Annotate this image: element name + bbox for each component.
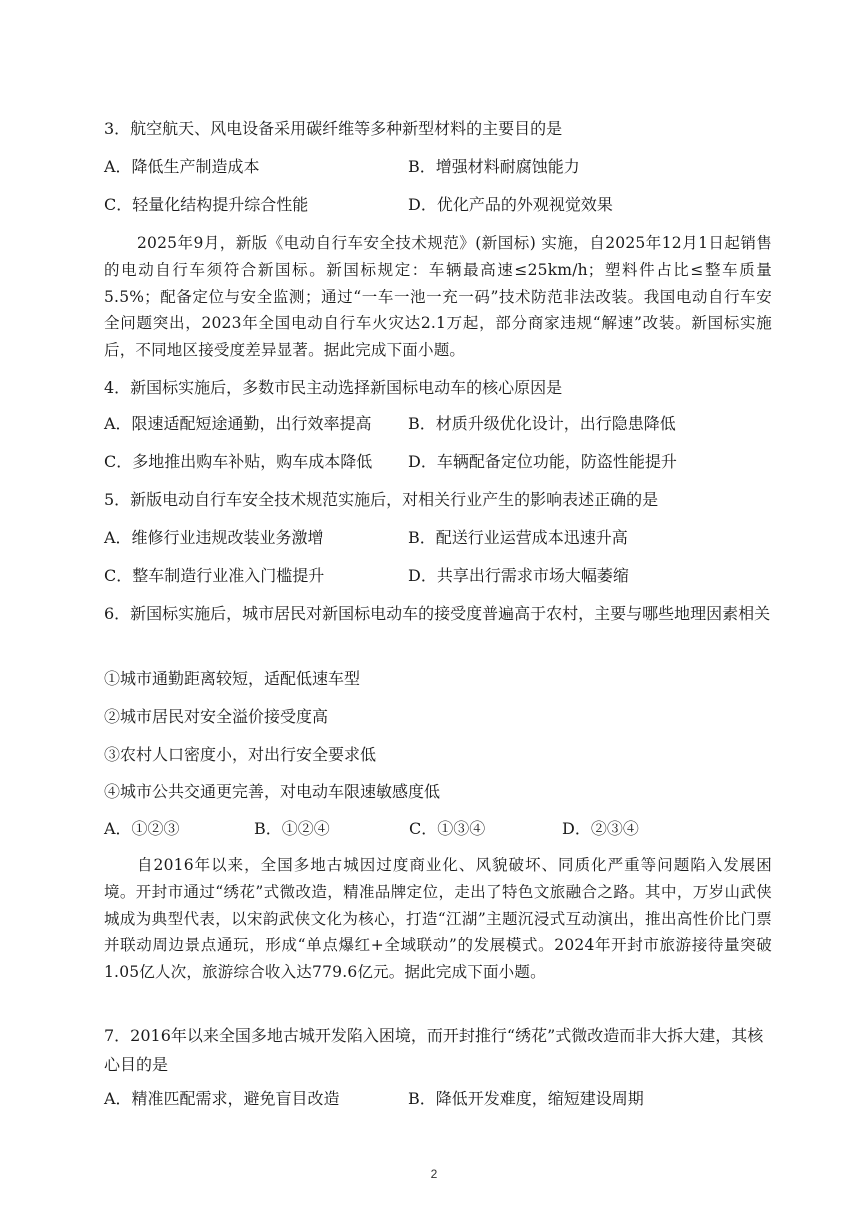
question-6-item-4: ④城市公共交通更完善，对电动车限速敏感度低 <box>104 782 441 801</box>
question-3-option-a: A．降低生产制造成本 <box>104 157 260 176</box>
passage-ebike-standard: 2025年9月，新版《电动自行车安全技术规范》(新国标) 实施，自2025年12月1日起销售的电动自行车须符合新国标。新国标规定：车辆最高速≤25km/h；塑料件占比≤整车质量5.5%；配备定位与安全监测；通过“一车一池一充一码”技术防范非法改装。我国电动自行车安全问题突出，2023年全国电动自行车火灾达2.1万起，部分商家违规“解速”改装。新国标实施后，不同地区接受度差异显著。据此完成下面小题。 <box>104 234 772 360</box>
question-4-option-c: C．多地推出购车补贴，购车成本降低 <box>104 452 373 471</box>
passage-kaifeng-tourism: 自2016年以来，全国多地古城因过度商业化、风貌破坏、同质化严重等问题陷入发展困境。开封市通过“绣花”式微改造，精准品牌定位，走出了特色文旅融合之路。其中，万岁山武侠城成为典型代表，以宋韵武侠文化为核心，打造“江湖”主题沉浸式互动演出，推出高性价比门票并联动周边景点通玩，形成“单点爆红+全域联动”的发展模式。2024年开封市旅游接待量突破1.05亿人次，旅游综合收入达779.6亿元。据此完成下面小题。 <box>104 856 772 982</box>
question-6-item-2: ②城市居民对安全溢价接受度高 <box>104 707 329 726</box>
question-3-option-c: C．轻量化结构提升综合性能 <box>104 195 309 214</box>
question-6-option-b: B．①②④ <box>254 819 330 838</box>
question-4-stem: 4．新国标实施后，多数市民主动选择新国标电动车的核心原因是 <box>104 378 563 397</box>
question-7-option-a: A．精准匹配需求，避免盲目改造 <box>104 1089 340 1108</box>
question-5-option-d: D．共享出行需求市场大幅萎缩 <box>408 566 629 585</box>
question-5-option-b: B．配送行业运营成本迅速升高 <box>408 528 628 547</box>
question-4-option-b: B．材质升级优化设计，出行隐患降低 <box>408 414 676 433</box>
question-6-option-a: A．①②③ <box>104 819 180 838</box>
question-5-option-a: A．维修行业违规改装业务激增 <box>104 528 324 547</box>
question-6-option-d: D．②③④ <box>562 819 639 838</box>
question-6-option-c: C．①③④ <box>409 819 486 838</box>
question-4-option-d: D．车辆配备定位功能，防盗性能提升 <box>408 452 677 471</box>
question-4-option-a: A．限速适配短途通勤，出行效率提高 <box>104 414 372 433</box>
question-6-stem: 6．新国标实施后，城市居民对新国标电动车的接受度普遍高于农村，主要与哪些地理因素相关 <box>104 604 771 623</box>
question-6-item-1: ①城市通勤距离较短，适配低速车型 <box>104 669 361 688</box>
question-7-option-b: B．降低开发难度，缩短建设周期 <box>408 1089 644 1108</box>
question-6-item-3: ③农村人口密度小，对出行安全要求低 <box>104 745 377 764</box>
question-7-stem: 7．2016年以来全国多地古城开发陷入困境，而开封推行“绣花”式微改造而非大拆大建，其核心目的是 <box>104 1026 764 1074</box>
page-number: 2 <box>430 1167 438 1181</box>
question-3-option-b: B．增强材料耐腐蚀能力 <box>408 157 580 176</box>
question-5-stem: 5．新版电动自行车安全技术规范实施后，对相关行业产生的影响表述正确的是 <box>104 490 659 509</box>
question-3-option-d: D．优化产品的外观视觉效果 <box>408 195 613 214</box>
question-3-stem: 3．航空航天、风电设备采用碳纤维等多种新型材料的主要目的是 <box>104 119 563 138</box>
question-5-option-c: C．整车制造行业准入门槛提升 <box>104 566 325 585</box>
